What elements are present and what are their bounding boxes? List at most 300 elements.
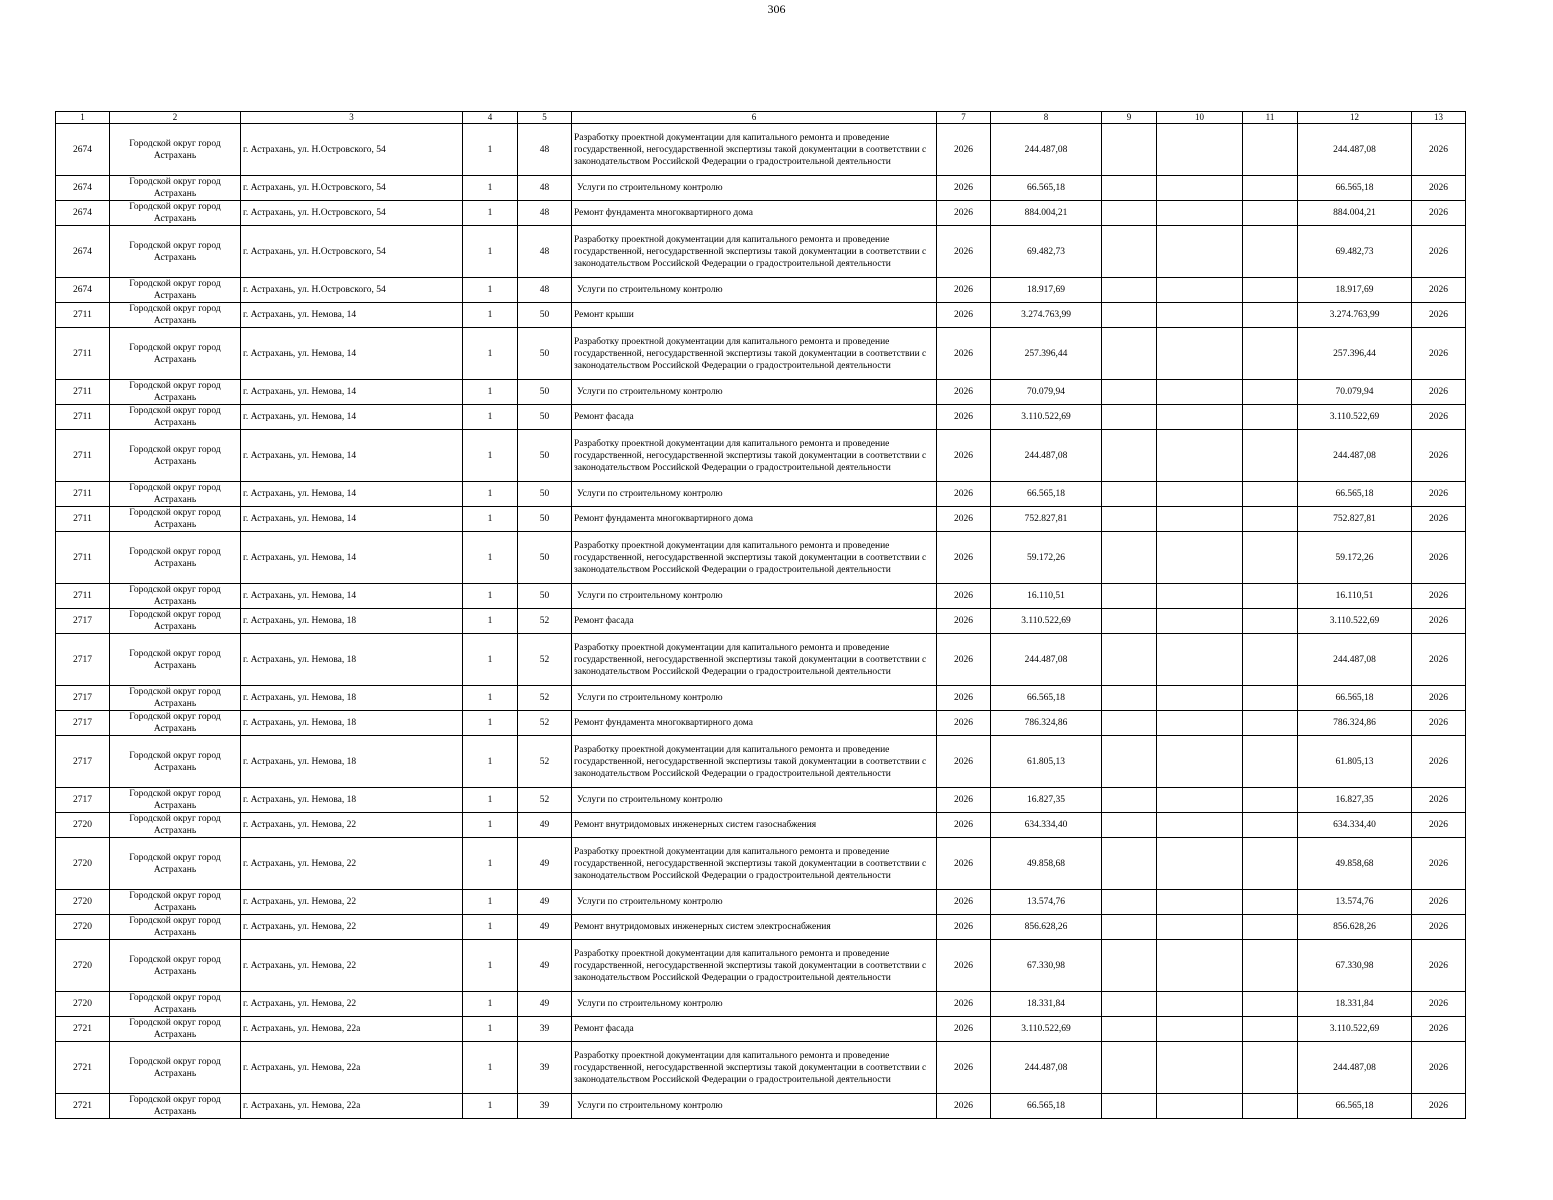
total-cost-cell: 3.110.522,69 bbox=[1298, 609, 1412, 634]
cost-cell: 18.331,84 bbox=[991, 992, 1102, 1017]
row-id-cell: 2674 bbox=[56, 176, 110, 201]
col-4-cell: 1 bbox=[463, 992, 518, 1017]
col-4-cell: 1 bbox=[463, 1017, 518, 1042]
total-cost-cell: 244.487,08 bbox=[1298, 634, 1412, 686]
row-id-cell: 2720 bbox=[56, 915, 110, 940]
total-cost-cell: 257.396,44 bbox=[1298, 328, 1412, 380]
address-cell: г. Астрахань, ул. Немова, 14 bbox=[241, 584, 463, 609]
row-id-cell: 2717 bbox=[56, 788, 110, 813]
address-cell: г. Астрахань, ул. Немова, 18 bbox=[241, 736, 463, 788]
column-header: 11 bbox=[1243, 112, 1298, 124]
col-9-cell bbox=[1102, 634, 1157, 686]
completion-year-cell: 2026 bbox=[1412, 711, 1466, 736]
col-9-cell bbox=[1102, 176, 1157, 201]
address-cell: г. Астрахань, ул. Немова, 14 bbox=[241, 405, 463, 430]
col-10-cell bbox=[1157, 328, 1243, 380]
address-cell: г. Астрахань, ул. Немова, 22 bbox=[241, 838, 463, 890]
col-4-cell: 1 bbox=[463, 940, 518, 992]
completion-year-cell: 2026 bbox=[1412, 430, 1466, 482]
col-11-cell bbox=[1243, 380, 1298, 405]
row-id-cell: 2674 bbox=[56, 201, 110, 226]
table-row bbox=[56, 278, 1466, 303]
cost-cell: 786.324,86 bbox=[991, 711, 1102, 736]
col-10-cell bbox=[1157, 915, 1243, 940]
col-11-cell bbox=[1243, 176, 1298, 201]
column-header: 3 bbox=[241, 112, 463, 124]
year-cell: 2026 bbox=[937, 915, 991, 940]
col-4-cell: 1 bbox=[463, 1094, 518, 1119]
cost-cell: 244.487,08 bbox=[991, 124, 1102, 176]
column-header: 5 bbox=[518, 112, 572, 124]
row-id-cell: 2721 bbox=[56, 1042, 110, 1094]
address-cell: г. Астрахань, ул. Немова, 14 bbox=[241, 532, 463, 584]
col-4-cell: 1 bbox=[463, 507, 518, 532]
address-cell: г. Астрахань, ул. Н.Островского, 54 bbox=[241, 278, 463, 303]
works-register-table bbox=[55, 111, 1466, 1119]
col-4-cell: 1 bbox=[463, 788, 518, 813]
year-cell: 2026 bbox=[937, 201, 991, 226]
col-9-cell bbox=[1102, 380, 1157, 405]
col-10-cell bbox=[1157, 788, 1243, 813]
municipality-cell: Городской округ город Астрахань bbox=[110, 788, 241, 813]
total-cost-cell: 49.858,68 bbox=[1298, 838, 1412, 890]
cost-cell: 13.574,76 bbox=[991, 890, 1102, 915]
table-row bbox=[56, 1017, 1466, 1042]
completion-year-cell: 2026 bbox=[1412, 1017, 1466, 1042]
row-id-cell: 2720 bbox=[56, 838, 110, 890]
col-9-cell bbox=[1102, 1017, 1157, 1042]
work-description-cell: Услуги по строительному контролю bbox=[572, 686, 937, 711]
total-cost-cell: 3.110.522,69 bbox=[1298, 1017, 1412, 1042]
col-11-cell bbox=[1243, 609, 1298, 634]
work-description-cell: Услуги по строительному контролю bbox=[572, 992, 937, 1017]
work-description-cell: Ремонт фасада bbox=[572, 1017, 937, 1042]
col-5-cell: 49 bbox=[518, 940, 572, 992]
col-9-cell bbox=[1102, 124, 1157, 176]
col-5-cell: 52 bbox=[518, 788, 572, 813]
address-cell: г. Астрахань, ул. Немова, 14 bbox=[241, 507, 463, 532]
address-cell: г. Астрахань, ул. Н.Островского, 54 bbox=[241, 226, 463, 278]
column-header: 10 bbox=[1157, 112, 1243, 124]
work-description-cell: Ремонт фундамента многоквартирного дома bbox=[572, 201, 937, 226]
address-cell: г. Астрахань, ул. Немова, 14 bbox=[241, 482, 463, 507]
total-cost-cell: 66.565,18 bbox=[1298, 176, 1412, 201]
municipality-cell: Городской округ город Астрахань bbox=[110, 813, 241, 838]
completion-year-cell: 2026 bbox=[1412, 1042, 1466, 1094]
col-9-cell bbox=[1102, 1042, 1157, 1094]
work-description-cell: Услуги по строительному контролю bbox=[572, 788, 937, 813]
col-11-cell bbox=[1243, 711, 1298, 736]
table-row bbox=[56, 890, 1466, 915]
col-10-cell bbox=[1157, 940, 1243, 992]
col-11-cell bbox=[1243, 430, 1298, 482]
row-id-cell: 2721 bbox=[56, 1094, 110, 1119]
table-row bbox=[56, 226, 1466, 278]
year-cell: 2026 bbox=[937, 634, 991, 686]
total-cost-cell: 66.565,18 bbox=[1298, 1094, 1412, 1119]
col-9-cell bbox=[1102, 686, 1157, 711]
total-cost-cell: 244.487,08 bbox=[1298, 124, 1412, 176]
table-row bbox=[56, 1042, 1466, 1094]
cost-cell: 18.917,69 bbox=[991, 278, 1102, 303]
work-description-cell: Разработку проектной документации для капитального ремонта и проведение государственной, негосударственной экспертизы такой документации в соответствии с законодательством Российской Федерации о градостроительной деятельности bbox=[572, 124, 937, 176]
cost-cell: 66.565,18 bbox=[991, 1094, 1102, 1119]
col-10-cell bbox=[1157, 813, 1243, 838]
address-cell: г. Астрахань, ул. Н.Островского, 54 bbox=[241, 176, 463, 201]
row-id-cell: 2711 bbox=[56, 380, 110, 405]
row-id-cell: 2711 bbox=[56, 303, 110, 328]
col-9-cell bbox=[1102, 813, 1157, 838]
col-11-cell bbox=[1243, 788, 1298, 813]
row-id-cell: 2711 bbox=[56, 430, 110, 482]
year-cell: 2026 bbox=[937, 328, 991, 380]
col-10-cell bbox=[1157, 507, 1243, 532]
col-9-cell bbox=[1102, 405, 1157, 430]
row-id-cell: 2717 bbox=[56, 686, 110, 711]
address-cell: г. Астрахань, ул. Н.Островского, 54 bbox=[241, 201, 463, 226]
col-9-cell bbox=[1102, 482, 1157, 507]
col-5-cell: 50 bbox=[518, 430, 572, 482]
work-description-cell: Услуги по строительному контролю bbox=[572, 380, 937, 405]
completion-year-cell: 2026 bbox=[1412, 405, 1466, 430]
work-description-cell: Разработку проектной документации для капитального ремонта и проведение государственной, негосударственной экспертизы такой документации в соответствии с законодательством Российской Федерации о градостроительной деятельности bbox=[572, 226, 937, 278]
cost-cell: 884.004,21 bbox=[991, 201, 1102, 226]
completion-year-cell: 2026 bbox=[1412, 890, 1466, 915]
address-cell: г. Астрахань, ул. Немова, 22 bbox=[241, 890, 463, 915]
col-4-cell: 1 bbox=[463, 584, 518, 609]
col-5-cell: 52 bbox=[518, 711, 572, 736]
work-description-cell: Ремонт фасада bbox=[572, 609, 937, 634]
col-10-cell bbox=[1157, 226, 1243, 278]
municipality-cell: Городской округ город Астрахань bbox=[110, 890, 241, 915]
col-4-cell: 1 bbox=[463, 711, 518, 736]
municipality-cell: Городской округ город Астрахань bbox=[110, 201, 241, 226]
col-4-cell: 1 bbox=[463, 303, 518, 328]
col-9-cell bbox=[1102, 278, 1157, 303]
col-4-cell: 1 bbox=[463, 736, 518, 788]
row-id-cell: 2717 bbox=[56, 634, 110, 686]
row-id-cell: 2711 bbox=[56, 532, 110, 584]
col-4-cell: 1 bbox=[463, 686, 518, 711]
table-row bbox=[56, 430, 1466, 482]
table-header bbox=[56, 112, 1466, 124]
column-header: 13 bbox=[1412, 112, 1466, 124]
col-9-cell bbox=[1102, 992, 1157, 1017]
municipality-cell: Городской округ город Астрахань bbox=[110, 430, 241, 482]
col-11-cell bbox=[1243, 634, 1298, 686]
address-cell: г. Астрахань, ул. Немова, 14 bbox=[241, 328, 463, 380]
row-id-cell: 2720 bbox=[56, 813, 110, 838]
col-4-cell: 1 bbox=[463, 634, 518, 686]
cost-cell: 3.110.522,69 bbox=[991, 1017, 1102, 1042]
col-11-cell bbox=[1243, 915, 1298, 940]
col-4-cell: 1 bbox=[463, 890, 518, 915]
col-5-cell: 50 bbox=[518, 507, 572, 532]
col-5-cell: 50 bbox=[518, 482, 572, 507]
col-11-cell bbox=[1243, 736, 1298, 788]
completion-year-cell: 2026 bbox=[1412, 278, 1466, 303]
completion-year-cell: 2026 bbox=[1412, 915, 1466, 940]
total-cost-cell: 16.110,51 bbox=[1298, 584, 1412, 609]
col-4-cell: 1 bbox=[463, 813, 518, 838]
table-row bbox=[56, 176, 1466, 201]
cost-cell: 3.274.763,99 bbox=[991, 303, 1102, 328]
completion-year-cell: 2026 bbox=[1412, 940, 1466, 992]
row-id-cell: 2720 bbox=[56, 890, 110, 915]
municipality-cell: Городской округ город Астрахань bbox=[110, 278, 241, 303]
col-10-cell bbox=[1157, 532, 1243, 584]
table-row bbox=[56, 507, 1466, 532]
total-cost-cell: 61.805,13 bbox=[1298, 736, 1412, 788]
row-id-cell: 2674 bbox=[56, 226, 110, 278]
col-4-cell: 1 bbox=[463, 482, 518, 507]
total-cost-cell: 3.274.763,99 bbox=[1298, 303, 1412, 328]
col-10-cell bbox=[1157, 124, 1243, 176]
col-9-cell bbox=[1102, 1094, 1157, 1119]
completion-year-cell: 2026 bbox=[1412, 201, 1466, 226]
address-cell: г. Астрахань, ул. Немова, 22а bbox=[241, 1017, 463, 1042]
cost-cell: 49.858,68 bbox=[991, 838, 1102, 890]
year-cell: 2026 bbox=[937, 736, 991, 788]
col-11-cell bbox=[1243, 584, 1298, 609]
col-5-cell: 48 bbox=[518, 124, 572, 176]
municipality-cell: Городской округ город Астрахань bbox=[110, 915, 241, 940]
table-row bbox=[56, 380, 1466, 405]
col-5-cell: 48 bbox=[518, 176, 572, 201]
year-cell: 2026 bbox=[937, 584, 991, 609]
col-5-cell: 50 bbox=[518, 328, 572, 380]
col-5-cell: 39 bbox=[518, 1094, 572, 1119]
municipality-cell: Городской округ город Астрахань bbox=[110, 532, 241, 584]
address-cell: г. Астрахань, ул. Немова, 22 bbox=[241, 915, 463, 940]
col-9-cell bbox=[1102, 915, 1157, 940]
row-id-cell: 2674 bbox=[56, 124, 110, 176]
total-cost-cell: 67.330,98 bbox=[1298, 940, 1412, 992]
completion-year-cell: 2026 bbox=[1412, 507, 1466, 532]
column-header: 2 bbox=[110, 112, 241, 124]
col-4-cell: 1 bbox=[463, 380, 518, 405]
completion-year-cell: 2026 bbox=[1412, 124, 1466, 176]
year-cell: 2026 bbox=[937, 813, 991, 838]
col-10-cell bbox=[1157, 584, 1243, 609]
municipality-cell: Городской округ город Астрахань bbox=[110, 838, 241, 890]
column-header: 4 bbox=[463, 112, 518, 124]
work-description-cell: Ремонт крыши bbox=[572, 303, 937, 328]
municipality-cell: Городской округ город Астрахань bbox=[110, 176, 241, 201]
col-4-cell: 1 bbox=[463, 226, 518, 278]
col-4-cell: 1 bbox=[463, 1042, 518, 1094]
row-id-cell: 2717 bbox=[56, 609, 110, 634]
col-10-cell bbox=[1157, 609, 1243, 634]
total-cost-cell: 786.324,86 bbox=[1298, 711, 1412, 736]
completion-year-cell: 2026 bbox=[1412, 482, 1466, 507]
cost-cell: 856.628,26 bbox=[991, 915, 1102, 940]
total-cost-cell: 69.482,73 bbox=[1298, 226, 1412, 278]
col-10-cell bbox=[1157, 278, 1243, 303]
work-description-cell: Услуги по строительному контролю bbox=[572, 176, 937, 201]
col-9-cell bbox=[1102, 328, 1157, 380]
col-11-cell bbox=[1243, 482, 1298, 507]
table-row bbox=[56, 609, 1466, 634]
col-4-cell: 1 bbox=[463, 328, 518, 380]
work-description-cell: Ремонт фасада bbox=[572, 405, 937, 430]
municipality-cell: Городской округ город Астрахань bbox=[110, 226, 241, 278]
year-cell: 2026 bbox=[937, 1094, 991, 1119]
work-description-cell: Разработку проектной документации для капитального ремонта и проведение государственной, негосударственной экспертизы такой документации в соответствии с законодательством Российской Федерации о градостроительной деятельности bbox=[572, 430, 937, 482]
completion-year-cell: 2026 bbox=[1412, 686, 1466, 711]
col-10-cell bbox=[1157, 1094, 1243, 1119]
col-10-cell bbox=[1157, 380, 1243, 405]
row-id-cell: 2711 bbox=[56, 507, 110, 532]
cost-cell: 244.487,08 bbox=[991, 1042, 1102, 1094]
row-id-cell: 2674 bbox=[56, 278, 110, 303]
col-11-cell bbox=[1243, 507, 1298, 532]
completion-year-cell: 2026 bbox=[1412, 788, 1466, 813]
col-11-cell bbox=[1243, 686, 1298, 711]
col-10-cell bbox=[1157, 482, 1243, 507]
col-11-cell bbox=[1243, 890, 1298, 915]
year-cell: 2026 bbox=[937, 890, 991, 915]
row-id-cell: 2720 bbox=[56, 992, 110, 1017]
total-cost-cell: 18.917,69 bbox=[1298, 278, 1412, 303]
table-row bbox=[56, 584, 1466, 609]
completion-year-cell: 2026 bbox=[1412, 328, 1466, 380]
col-11-cell bbox=[1243, 124, 1298, 176]
total-cost-cell: 244.487,08 bbox=[1298, 1042, 1412, 1094]
col-5-cell: 49 bbox=[518, 992, 572, 1017]
completion-year-cell: 2026 bbox=[1412, 634, 1466, 686]
table-row bbox=[56, 940, 1466, 992]
col-10-cell bbox=[1157, 992, 1243, 1017]
total-cost-cell: 59.172,26 bbox=[1298, 532, 1412, 584]
address-cell: г. Астрахань, ул. Немова, 18 bbox=[241, 634, 463, 686]
row-id-cell: 2717 bbox=[56, 736, 110, 788]
table-row bbox=[56, 686, 1466, 711]
address-cell: г. Астрахань, ул. Немова, 18 bbox=[241, 609, 463, 634]
col-5-cell: 49 bbox=[518, 838, 572, 890]
year-cell: 2026 bbox=[937, 532, 991, 584]
completion-year-cell: 2026 bbox=[1412, 532, 1466, 584]
col-10-cell bbox=[1157, 405, 1243, 430]
col-4-cell: 1 bbox=[463, 201, 518, 226]
table-row bbox=[56, 201, 1466, 226]
cost-cell: 66.565,18 bbox=[991, 482, 1102, 507]
column-header: 1 bbox=[56, 112, 110, 124]
col-9-cell bbox=[1102, 736, 1157, 788]
work-description-cell: Услуги по строительному контролю bbox=[572, 278, 937, 303]
municipality-cell: Городской округ город Астрахань bbox=[110, 940, 241, 992]
municipality-cell: Городской округ город Астрахань bbox=[110, 1017, 241, 1042]
total-cost-cell: 884.004,21 bbox=[1298, 201, 1412, 226]
year-cell: 2026 bbox=[937, 278, 991, 303]
municipality-cell: Городской округ город Астрахань bbox=[110, 482, 241, 507]
col-10-cell bbox=[1157, 686, 1243, 711]
table-row bbox=[56, 1094, 1466, 1119]
address-cell: г. Астрахань, ул. Немова, 22 bbox=[241, 940, 463, 992]
total-cost-cell: 66.565,18 bbox=[1298, 686, 1412, 711]
col-10-cell bbox=[1157, 711, 1243, 736]
completion-year-cell: 2026 bbox=[1412, 380, 1466, 405]
year-cell: 2026 bbox=[937, 992, 991, 1017]
work-description-cell: Ремонт внутридомовых инженерных систем электроснабжения bbox=[572, 915, 937, 940]
table-row bbox=[56, 124, 1466, 176]
table-row bbox=[56, 303, 1466, 328]
municipality-cell: Городской округ город Астрахань bbox=[110, 736, 241, 788]
municipality-cell: Городской округ город Астрахань bbox=[110, 992, 241, 1017]
work-description-cell: Разработку проектной документации для капитального ремонта и проведение государственной, негосударственной экспертизы такой документации в соответствии с законодательством Российской Федерации о градостроительной деятельности bbox=[572, 532, 937, 584]
col-5-cell: 49 bbox=[518, 813, 572, 838]
completion-year-cell: 2026 bbox=[1412, 609, 1466, 634]
total-cost-cell: 634.334,40 bbox=[1298, 813, 1412, 838]
table-body bbox=[56, 124, 1466, 1119]
row-id-cell: 2711 bbox=[56, 482, 110, 507]
col-11-cell bbox=[1243, 992, 1298, 1017]
address-cell: г. Астрахань, ул. Немова, 14 bbox=[241, 303, 463, 328]
work-description-cell: Разработку проектной документации для капитального ремонта и проведение государственной, негосударственной экспертизы такой документации в соответствии с законодательством Российской Федерации о градостроительной деятельности bbox=[572, 1042, 937, 1094]
municipality-cell: Городской округ город Астрахань bbox=[110, 380, 241, 405]
col-9-cell bbox=[1102, 940, 1157, 992]
work-description-cell: Услуги по строительному контролю bbox=[572, 1094, 937, 1119]
col-10-cell bbox=[1157, 176, 1243, 201]
col-11-cell bbox=[1243, 405, 1298, 430]
col-5-cell: 52 bbox=[518, 686, 572, 711]
col-5-cell: 39 bbox=[518, 1017, 572, 1042]
col-4-cell: 1 bbox=[463, 405, 518, 430]
row-id-cell: 2711 bbox=[56, 328, 110, 380]
col-11-cell bbox=[1243, 201, 1298, 226]
year-cell: 2026 bbox=[937, 940, 991, 992]
address-cell: г. Астрахань, ул. Немова, 18 bbox=[241, 711, 463, 736]
col-9-cell bbox=[1102, 201, 1157, 226]
col-9-cell bbox=[1102, 226, 1157, 278]
col-11-cell bbox=[1243, 1017, 1298, 1042]
work-description-cell: Услуги по строительному контролю bbox=[572, 584, 937, 609]
completion-year-cell: 2026 bbox=[1412, 992, 1466, 1017]
cost-cell: 634.334,40 bbox=[991, 813, 1102, 838]
municipality-cell: Городской округ город Астрахань bbox=[110, 1042, 241, 1094]
table-row bbox=[56, 915, 1466, 940]
cost-cell: 61.805,13 bbox=[991, 736, 1102, 788]
col-5-cell: 48 bbox=[518, 226, 572, 278]
year-cell: 2026 bbox=[937, 482, 991, 507]
cost-cell: 257.396,44 bbox=[991, 328, 1102, 380]
col-11-cell bbox=[1243, 1094, 1298, 1119]
col-10-cell bbox=[1157, 634, 1243, 686]
work-description-cell: Ремонт фундамента многоквартирного дома bbox=[572, 507, 937, 532]
cost-cell: 3.110.522,69 bbox=[991, 609, 1102, 634]
col-11-cell bbox=[1243, 1042, 1298, 1094]
column-header: 6 bbox=[572, 112, 937, 124]
col-11-cell bbox=[1243, 226, 1298, 278]
col-5-cell: 39 bbox=[518, 1042, 572, 1094]
col-4-cell: 1 bbox=[463, 838, 518, 890]
col-10-cell bbox=[1157, 1017, 1243, 1042]
col-9-cell bbox=[1102, 788, 1157, 813]
row-id-cell: 2720 bbox=[56, 940, 110, 992]
column-header: 9 bbox=[1102, 112, 1157, 124]
work-description-cell: Разработку проектной документации для капитального ремонта и проведение государственной, негосударственной экспертизы такой документации в соответствии с законодательством Российской Федерации о градостроительной деятельности bbox=[572, 736, 937, 788]
year-cell: 2026 bbox=[937, 609, 991, 634]
row-id-cell: 2711 bbox=[56, 584, 110, 609]
municipality-cell: Городской округ город Астрахань bbox=[110, 405, 241, 430]
col-4-cell: 1 bbox=[463, 124, 518, 176]
col-5-cell: 48 bbox=[518, 278, 572, 303]
col-9-cell bbox=[1102, 609, 1157, 634]
work-description-cell: Разработку проектной документации для капитального ремонта и проведение государственной, негосударственной экспертизы такой документации в соответствии с законодательством Российской Федерации о градостроительной деятельности bbox=[572, 328, 937, 380]
col-9-cell bbox=[1102, 507, 1157, 532]
total-cost-cell: 66.565,18 bbox=[1298, 482, 1412, 507]
col-11-cell bbox=[1243, 813, 1298, 838]
